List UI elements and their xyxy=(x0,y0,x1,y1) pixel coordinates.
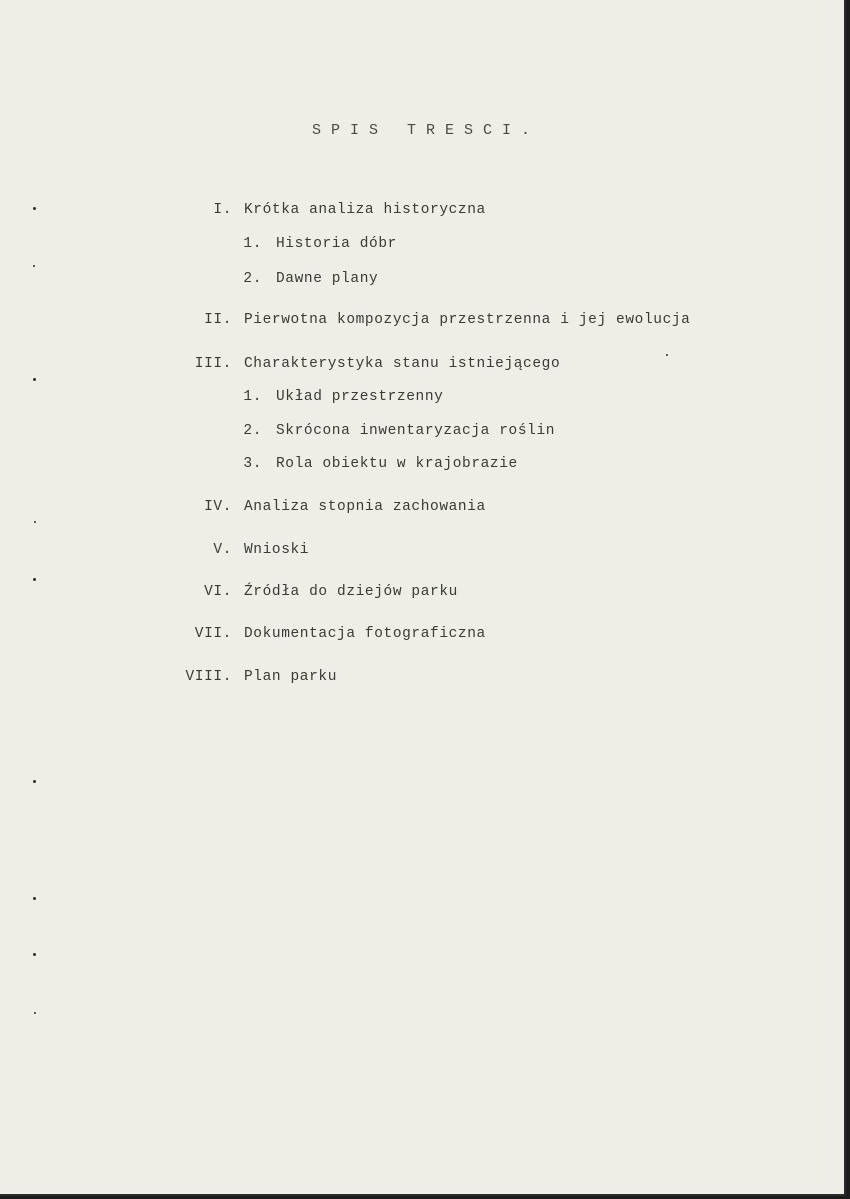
scan-speck xyxy=(33,578,36,581)
toc-subentry xyxy=(0,271,760,291)
scan-speck xyxy=(33,207,36,210)
toc-entry-label: Dokumentacja fotograficzna xyxy=(244,626,486,642)
toc-entry-label: Dawne plany xyxy=(276,271,379,287)
scan-speck xyxy=(666,354,668,356)
toc-entry-label: Rola obiektu w krajobrazie xyxy=(276,456,518,472)
toc-entry-label: Skrócona inwentaryzacja roślin xyxy=(276,423,556,439)
toc-entry xyxy=(0,584,760,604)
toc-entry-number: IV. xyxy=(204,499,232,515)
scan-speck xyxy=(33,265,35,267)
toc-entry xyxy=(0,356,760,376)
toc-entry xyxy=(0,669,760,689)
toc-entry-label: Analiza stopnia zachowania xyxy=(244,499,486,515)
toc-entry-label: Krótka analiza historyczna xyxy=(244,202,486,218)
scan-speck xyxy=(33,897,36,900)
toc-entry-number: 1. xyxy=(243,236,262,252)
toc-entry-number: 1. xyxy=(243,389,262,405)
toc-entry-label: Plan parku xyxy=(244,669,338,685)
toc-entry-label: Charakterystyka stanu istniejącego xyxy=(244,356,561,372)
toc-subentry xyxy=(0,423,760,443)
toc-entry-number: III. xyxy=(194,356,232,372)
toc-entry-number: VI. xyxy=(204,584,232,600)
toc-subentry xyxy=(0,389,760,409)
toc-entry xyxy=(0,626,760,646)
toc-entry-number: 3. xyxy=(243,456,262,472)
toc-entry-number: 2. xyxy=(243,271,262,287)
toc-entry-number: VII. xyxy=(194,626,232,642)
toc-entry-label: Źródła do dziejów parku xyxy=(244,584,458,600)
toc-entry xyxy=(0,312,780,332)
page-title: SPIS TRESCI. xyxy=(312,122,541,139)
toc-subentry xyxy=(0,236,760,256)
toc-entry-label: Układ przestrzenny xyxy=(276,389,444,405)
toc-entry xyxy=(0,542,760,562)
toc-subentry xyxy=(0,456,760,476)
toc-entry-number: V. xyxy=(213,542,232,558)
scan-speck xyxy=(34,1012,36,1014)
scan-speck xyxy=(34,521,36,523)
toc-entry-number: VIII. xyxy=(185,669,232,685)
toc-entry-number: II. xyxy=(204,312,232,328)
toc-entry-label: Wnioski xyxy=(244,542,310,558)
scan-speck xyxy=(33,378,36,381)
toc-entry-label: Historia dóbr xyxy=(276,236,397,252)
scan-speck xyxy=(33,953,36,956)
toc-entry-number: I. xyxy=(213,202,232,218)
scan-speck xyxy=(33,780,36,783)
toc-entry-number: 2. xyxy=(243,423,262,439)
toc-entry xyxy=(0,202,760,222)
toc-entry-label: Pierwotna kompozycja przestrzenna i jej ewolucja xyxy=(244,312,691,328)
toc-entry xyxy=(0,499,760,519)
